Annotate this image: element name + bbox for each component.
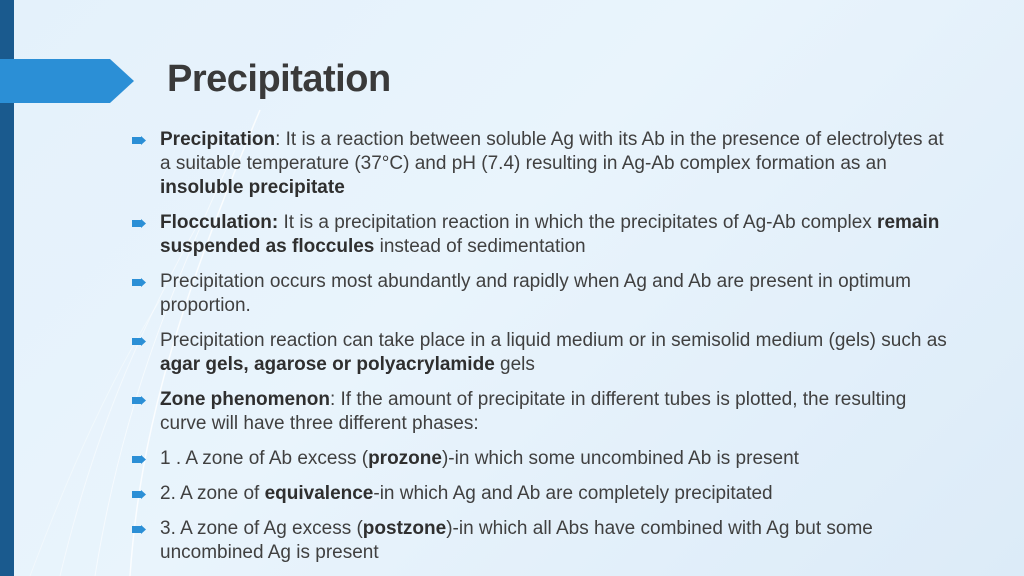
bullet-text: gels — [494, 354, 535, 375]
bullet-item — [130, 128, 950, 200]
bullet-text: Precipitation reaction can take place in a liquid medium or in semisolid medium (gels) such as — [160, 330, 947, 351]
bullet-text: 3. A zone of Ag excess ( — [160, 518, 363, 539]
bullet-text: : It is a reaction between soluble Ag with its Ab in the presence of electrolytes at a suitable temperature (37°C) and pH (7.4) resulting in Ag-Ab complex formation as an — [160, 129, 944, 174]
bullet-bold-text: remain suspended as floccules — [160, 212, 940, 257]
bullet-item — [130, 482, 950, 506]
bullet-bold-text: Precipitation — [160, 129, 276, 150]
bullet-text: 2. A zone of — [160, 483, 265, 504]
arrow-bullet-icon — [132, 219, 146, 228]
arrow-bullet-icon — [132, 455, 146, 464]
arrow-bullet-icon — [132, 396, 146, 405]
bullet-text: -in which Ag and Ab are completely precipitated — [373, 483, 773, 504]
bullet-text: )-in which all Abs have combined with Ag but some uncombined Ag is present — [160, 518, 873, 563]
bullet-item — [130, 211, 950, 259]
title-arrow-marker — [0, 59, 134, 103]
bullet-item — [130, 447, 950, 471]
bullet-item — [130, 329, 950, 377]
bullet-item — [130, 517, 950, 565]
bullet-text: It is a precipitation reaction in which the precipitates of Ag-Ab complex — [278, 212, 878, 233]
bullet-bold-text: postzone — [362, 518, 447, 539]
bullet-text: Precipitation occurs most abundantly and rapidly when Ag and Ab are present in optimum proportion. — [160, 271, 911, 316]
bullet-list — [130, 128, 950, 576]
bullet-bold-text: prozone — [368, 448, 442, 469]
bullet-bold-text: Zone phenomenon — [160, 389, 330, 410]
bullet-text: : If the amount of precipitate in different tubes is plotted, the resulting curve will have three different phases: — [160, 389, 907, 434]
arrow-bullet-icon — [132, 337, 146, 346]
bullet-bold-text: insoluble precipitate — [160, 177, 345, 198]
arrow-bullet-icon — [132, 136, 146, 145]
bullet-bold-text: agar gels, agarose or polyacrylamide — [160, 354, 495, 375]
arrow-bullet-icon — [132, 490, 146, 499]
arrow-bullet-icon — [132, 278, 146, 287]
bullet-text: 1 . A zone of Ab excess ( — [160, 448, 369, 469]
bullet-text: )-in which some uncombined Ab is present — [441, 448, 799, 469]
bullet-text: instead of sedimentation — [374, 236, 586, 257]
bullet-item — [130, 388, 950, 436]
bullet-bold-text: equivalence — [264, 483, 374, 504]
slide-title: Precipitation — [167, 58, 391, 100]
bullet-item — [130, 270, 950, 318]
bullet-bold-text: Flocculation: — [160, 212, 279, 233]
arrow-bullet-icon — [132, 525, 146, 534]
